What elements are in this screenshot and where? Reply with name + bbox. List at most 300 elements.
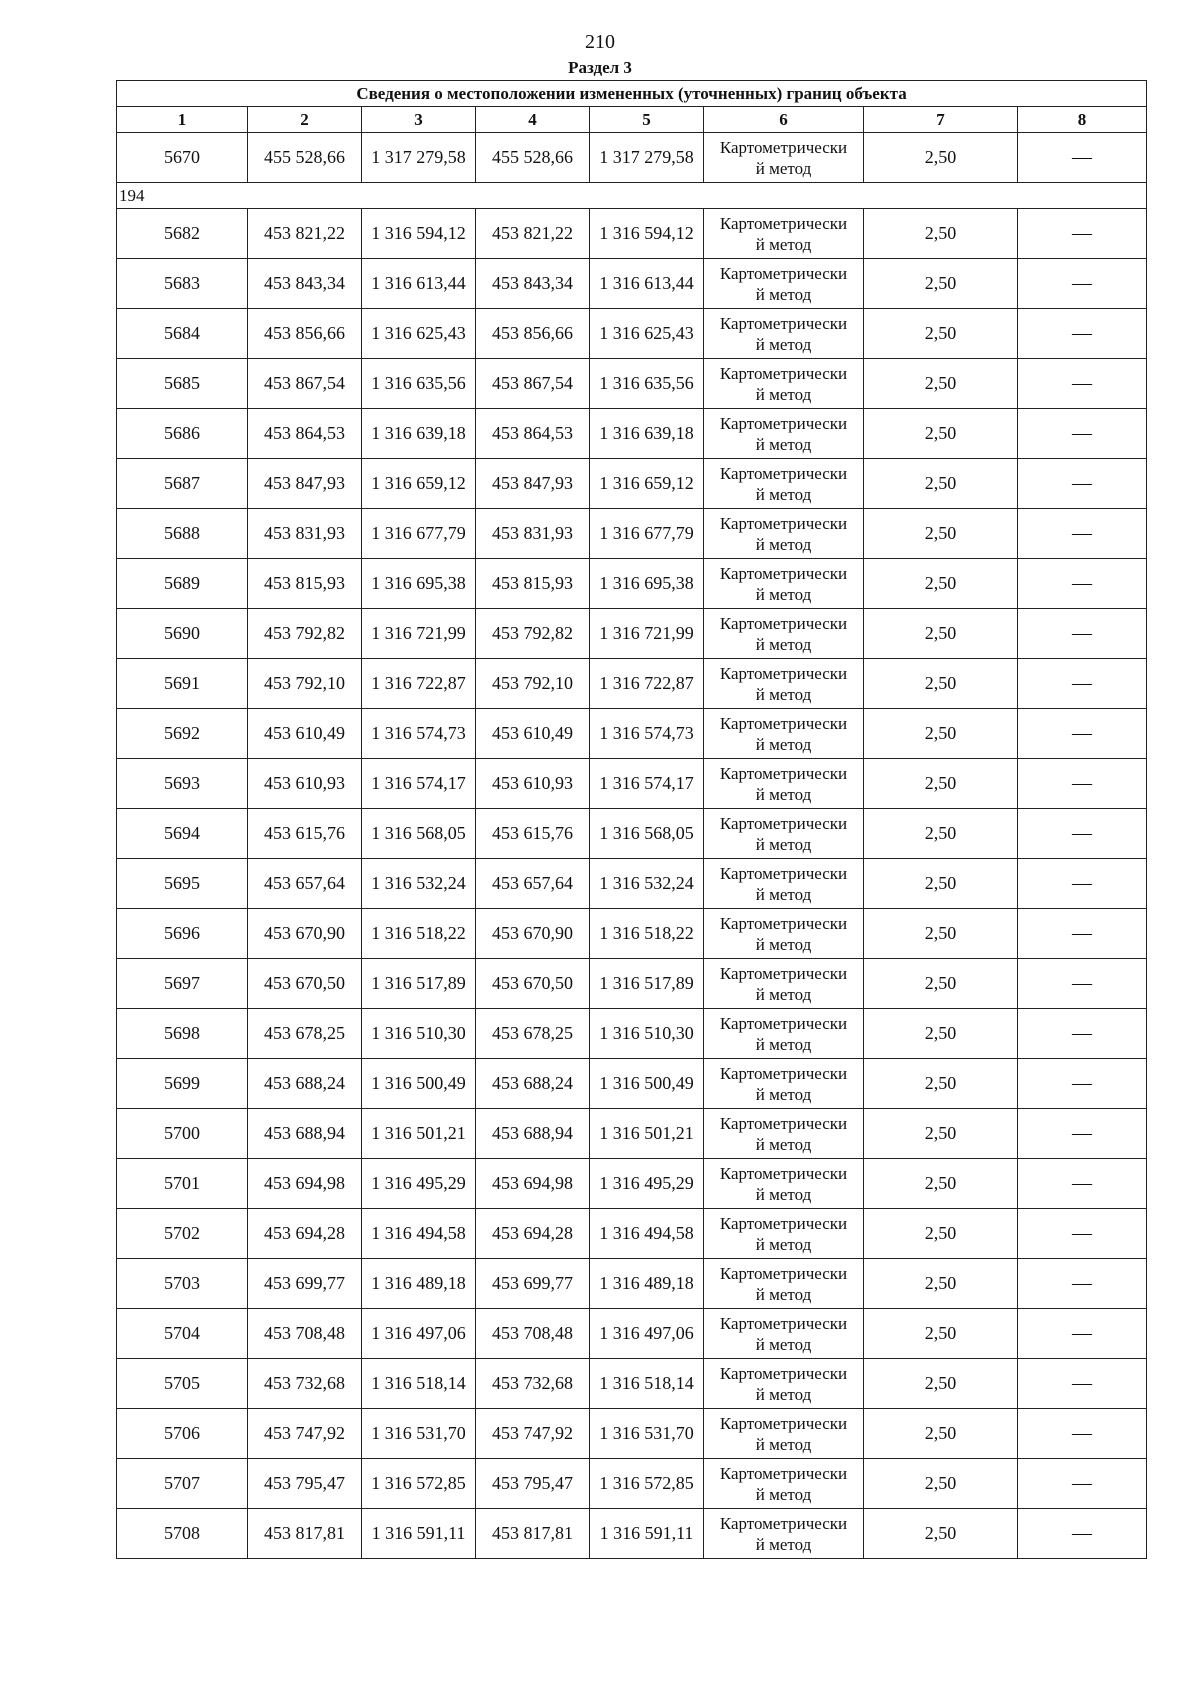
y-coordinate-cell: 1 316 659,12 <box>362 459 476 509</box>
y-coordinate-cell: 1 316 721,99 <box>590 609 704 659</box>
table-row <box>117 859 1147 909</box>
y-coordinate-cell: 1 316 568,05 <box>590 809 704 859</box>
description-cell: — <box>1018 1059 1147 1109</box>
point-number-cell: 5707 <box>117 1459 248 1509</box>
y-coordinate-cell: 1 316 532,24 <box>590 859 704 909</box>
accuracy-cell: 2,50 <box>864 1259 1018 1309</box>
section-title: Раздел 3 <box>568 58 632 77</box>
method-text-line: Картометрически <box>719 263 848 283</box>
x-coordinate-cell: 453 795,47 <box>476 1459 590 1509</box>
description-cell: — <box>1018 1459 1147 1509</box>
y-coordinate-cell: 1 316 495,29 <box>590 1159 704 1209</box>
method-text-line: й метод <box>755 334 812 354</box>
accuracy-cell: 2,50 <box>864 459 1018 509</box>
y-coordinate-cell: 1 316 489,18 <box>362 1259 476 1309</box>
y-coordinate-cell: 1 316 574,73 <box>590 709 704 759</box>
method-text-line: й метод <box>755 1234 812 1254</box>
column-header-row <box>117 107 1147 133</box>
column-header: 2 <box>248 107 362 133</box>
method-text-line: й метод <box>755 734 812 754</box>
description-cell: — <box>1018 459 1147 509</box>
x-coordinate-cell: 453 694,28 <box>248 1209 362 1259</box>
description-cell: — <box>1018 1009 1147 1059</box>
y-coordinate-cell: 1 316 695,38 <box>362 559 476 609</box>
y-coordinate-cell: 1 317 279,58 <box>362 133 476 183</box>
accuracy-cell: 2,50 <box>864 709 1018 759</box>
method-text-line: Картометрически <box>719 1363 848 1383</box>
method-text-line: й метод <box>755 1534 812 1554</box>
accuracy-cell: 2,50 <box>864 1109 1018 1159</box>
accuracy-cell: 2,50 <box>864 509 1018 559</box>
column-header: 4 <box>476 107 590 133</box>
table-row <box>117 359 1147 409</box>
accuracy-cell: 2,50 <box>864 209 1018 259</box>
method-cell <box>704 709 864 759</box>
description-cell: — <box>1018 1509 1147 1559</box>
x-coordinate-cell: 453 615,76 <box>476 809 590 859</box>
y-coordinate-cell: 1 316 574,17 <box>362 759 476 809</box>
x-coordinate-cell: 453 843,34 <box>248 259 362 309</box>
x-coordinate-cell: 453 815,93 <box>476 559 590 609</box>
x-coordinate-cell: 453 821,22 <box>248 209 362 259</box>
method-text-line: й метод <box>755 284 812 304</box>
point-number-cell: 5703 <box>117 1259 248 1309</box>
table-row <box>117 309 1147 359</box>
table-row <box>117 809 1147 859</box>
description-cell: — <box>1018 759 1147 809</box>
y-coordinate-cell: 1 316 722,87 <box>590 659 704 709</box>
y-coordinate-cell: 1 316 613,44 <box>362 259 476 309</box>
accuracy-cell: 2,50 <box>864 1059 1018 1109</box>
table-row <box>117 959 1147 1009</box>
column-header: 3 <box>362 107 476 133</box>
y-coordinate-cell: 1 316 497,06 <box>362 1309 476 1359</box>
accuracy-cell: 2,50 <box>864 1309 1018 1359</box>
method-text-line: Картометрически <box>719 1513 848 1533</box>
y-coordinate-cell: 1 316 497,06 <box>590 1309 704 1359</box>
y-coordinate-cell: 1 316 659,12 <box>590 459 704 509</box>
x-coordinate-cell: 453 615,76 <box>248 809 362 859</box>
method-cell <box>704 1159 864 1209</box>
y-coordinate-cell: 1 316 594,12 <box>590 209 704 259</box>
accuracy-cell: 2,50 <box>864 1359 1018 1409</box>
x-coordinate-cell: 453 831,93 <box>476 509 590 559</box>
point-number-cell: 5695 <box>117 859 248 909</box>
method-text-line: й метод <box>755 634 812 654</box>
y-coordinate-cell: 1 317 279,58 <box>590 133 704 183</box>
method-cell <box>704 809 864 859</box>
accuracy-cell: 2,50 <box>864 409 1018 459</box>
description-cell: — <box>1018 1409 1147 1459</box>
method-text-line: й метод <box>755 484 812 504</box>
table-row <box>117 1459 1147 1509</box>
x-coordinate-cell: 453 747,92 <box>248 1409 362 1459</box>
column-header: 1 <box>117 107 248 133</box>
x-coordinate-cell: 453 688,94 <box>248 1109 362 1159</box>
method-text-line: Картометрически <box>719 663 848 683</box>
description-cell: — <box>1018 209 1147 259</box>
y-coordinate-cell: 1 316 500,49 <box>362 1059 476 1109</box>
y-coordinate-cell: 1 316 591,11 <box>362 1509 476 1559</box>
table-row <box>117 1309 1147 1359</box>
point-number-cell: 5670 <box>117 133 248 183</box>
description-cell: — <box>1018 259 1147 309</box>
y-coordinate-cell: 1 316 494,58 <box>362 1209 476 1259</box>
method-text-line: Картометрически <box>719 1063 848 1083</box>
y-coordinate-cell: 1 316 613,44 <box>590 259 704 309</box>
method-cell <box>704 859 864 909</box>
y-coordinate-cell: 1 316 594,12 <box>362 209 476 259</box>
method-cell <box>704 359 864 409</box>
x-coordinate-cell: 453 864,53 <box>248 409 362 459</box>
point-number-cell: 5708 <box>117 1509 248 1559</box>
method-cell <box>704 909 864 959</box>
description-cell: — <box>1018 1209 1147 1259</box>
method-cell <box>704 1009 864 1059</box>
method-text-line: Картометрически <box>719 1463 848 1483</box>
x-coordinate-cell: 453 678,25 <box>248 1009 362 1059</box>
method-text-line: й метод <box>755 1184 812 1204</box>
x-coordinate-cell: 453 694,98 <box>476 1159 590 1209</box>
x-coordinate-cell: 455 528,66 <box>476 133 590 183</box>
method-text-line: Картометрически <box>719 1013 848 1033</box>
point-number-cell: 5689 <box>117 559 248 609</box>
description-cell: — <box>1018 1159 1147 1209</box>
y-coordinate-cell: 1 316 635,56 <box>590 359 704 409</box>
accuracy-cell: 2,50 <box>864 1509 1018 1559</box>
y-coordinate-cell: 1 316 591,11 <box>590 1509 704 1559</box>
method-text-line: й метод <box>755 1484 812 1504</box>
x-coordinate-cell: 453 708,48 <box>248 1309 362 1359</box>
description-cell: — <box>1018 509 1147 559</box>
method-text-line: Картометрически <box>719 1163 848 1183</box>
y-coordinate-cell: 1 316 517,89 <box>362 959 476 1009</box>
description-cell: — <box>1018 909 1147 959</box>
y-coordinate-cell: 1 316 625,43 <box>362 309 476 359</box>
x-coordinate-cell: 455 528,66 <box>248 133 362 183</box>
method-cell <box>704 1059 864 1109</box>
column-header: 6 <box>704 107 864 133</box>
point-number-cell: 5693 <box>117 759 248 809</box>
table-row <box>117 1259 1147 1309</box>
method-cell <box>704 1259 864 1309</box>
accuracy-cell: 2,50 <box>864 659 1018 709</box>
table-row <box>117 209 1147 259</box>
x-coordinate-cell: 453 699,77 <box>476 1259 590 1309</box>
method-text-line: й метод <box>755 784 812 804</box>
y-coordinate-cell: 1 316 677,79 <box>362 509 476 559</box>
accuracy-cell: 2,50 <box>864 859 1018 909</box>
method-text-line: й метод <box>755 1134 812 1154</box>
x-coordinate-cell: 453 821,22 <box>476 209 590 259</box>
point-number-cell: 5701 <box>117 1159 248 1209</box>
x-coordinate-cell: 453 688,24 <box>476 1059 590 1109</box>
x-coordinate-cell: 453 699,77 <box>248 1259 362 1309</box>
point-number-cell: 5705 <box>117 1359 248 1409</box>
point-number-cell: 5682 <box>117 209 248 259</box>
y-coordinate-cell: 1 316 531,70 <box>590 1409 704 1459</box>
y-coordinate-cell: 1 316 501,21 <box>362 1109 476 1159</box>
method-text-line: й метод <box>755 934 812 954</box>
description-cell: — <box>1018 609 1147 659</box>
accuracy-cell: 2,50 <box>864 1159 1018 1209</box>
accuracy-cell: 2,50 <box>864 809 1018 859</box>
description-cell: — <box>1018 809 1147 859</box>
y-coordinate-cell: 1 316 500,49 <box>590 1059 704 1109</box>
table-row <box>117 659 1147 709</box>
y-coordinate-cell: 1 316 501,21 <box>590 1109 704 1159</box>
point-number-cell: 5692 <box>117 709 248 759</box>
y-coordinate-cell: 1 316 574,17 <box>590 759 704 809</box>
y-coordinate-cell: 1 316 510,30 <box>362 1009 476 1059</box>
x-coordinate-cell: 453 688,94 <box>476 1109 590 1159</box>
y-coordinate-cell: 1 316 495,29 <box>362 1159 476 1209</box>
method-text-line: Картометрически <box>719 563 848 583</box>
table-row <box>117 1109 1147 1159</box>
table-caption: Сведения о местоположении измененных (уточненных) границ объекта <box>117 81 1147 107</box>
x-coordinate-cell: 453 792,82 <box>476 609 590 659</box>
table-row <box>117 1209 1147 1259</box>
point-number-cell: 5690 <box>117 609 248 659</box>
y-coordinate-cell: 1 316 518,22 <box>590 909 704 959</box>
method-cell <box>704 209 864 259</box>
y-coordinate-cell: 1 316 572,85 <box>590 1459 704 1509</box>
table-row <box>117 1059 1147 1109</box>
x-coordinate-cell: 453 670,50 <box>248 959 362 1009</box>
point-number-cell: 5699 <box>117 1059 248 1109</box>
point-number-cell: 5694 <box>117 809 248 859</box>
x-coordinate-cell: 453 732,68 <box>476 1359 590 1409</box>
method-cell <box>704 559 864 609</box>
description-cell: — <box>1018 359 1147 409</box>
x-coordinate-cell: 453 831,93 <box>248 509 362 559</box>
description-cell: — <box>1018 709 1147 759</box>
x-coordinate-cell: 453 815,93 <box>248 559 362 609</box>
table-row <box>117 759 1147 809</box>
method-text-line: Картометрически <box>719 137 848 157</box>
table-row <box>117 709 1147 759</box>
description-cell: — <box>1018 959 1147 1009</box>
x-coordinate-cell: 453 610,93 <box>476 759 590 809</box>
accuracy-cell: 2,50 <box>864 359 1018 409</box>
x-coordinate-cell: 453 795,47 <box>248 1459 362 1509</box>
x-coordinate-cell: 453 864,53 <box>476 409 590 459</box>
x-coordinate-cell: 453 792,10 <box>476 659 590 709</box>
x-coordinate-cell: 453 657,64 <box>248 859 362 909</box>
x-coordinate-cell: 453 792,10 <box>248 659 362 709</box>
method-text-line: Картометрически <box>719 913 848 933</box>
y-coordinate-cell: 1 316 574,73 <box>362 709 476 759</box>
x-coordinate-cell: 453 657,64 <box>476 859 590 909</box>
method-text-line: й метод <box>755 534 812 554</box>
table-row <box>117 1359 1147 1409</box>
accuracy-cell: 2,50 <box>864 559 1018 609</box>
description-cell: — <box>1018 409 1147 459</box>
method-cell <box>704 133 864 183</box>
method-text-line: Картометрически <box>719 363 848 383</box>
y-coordinate-cell: 1 316 510,30 <box>590 1009 704 1059</box>
point-number-cell: 5685 <box>117 359 248 409</box>
point-number-cell: 5700 <box>117 1109 248 1159</box>
accuracy-cell: 2,50 <box>864 759 1018 809</box>
method-text-line: Картометрически <box>719 1213 848 1233</box>
y-coordinate-cell: 1 316 677,79 <box>590 509 704 559</box>
point-number-cell: 5706 <box>117 1409 248 1459</box>
method-cell <box>704 259 864 309</box>
accuracy-cell: 2,50 <box>864 309 1018 359</box>
accuracy-cell: 2,50 <box>864 609 1018 659</box>
method-cell <box>704 959 864 1009</box>
x-coordinate-cell: 453 867,54 <box>248 359 362 409</box>
accuracy-cell: 2,50 <box>864 1009 1018 1059</box>
method-text-line: й метод <box>755 684 812 704</box>
x-coordinate-cell: 453 670,50 <box>476 959 590 1009</box>
method-text-line: Картометрически <box>719 413 848 433</box>
table-row <box>117 1409 1147 1459</box>
method-cell <box>704 409 864 459</box>
table-row <box>117 1009 1147 1059</box>
method-text-line: Картометрически <box>719 1413 848 1433</box>
y-coordinate-cell: 1 316 695,38 <box>590 559 704 609</box>
method-text-line: Картометрически <box>719 513 848 533</box>
x-coordinate-cell: 453 708,48 <box>476 1309 590 1359</box>
method-text-line: Картометрически <box>719 813 848 833</box>
table-row <box>117 133 1147 183</box>
method-cell <box>704 1459 864 1509</box>
method-text-line: Картометрически <box>719 1263 848 1283</box>
table-row <box>117 1509 1147 1559</box>
x-coordinate-cell: 453 688,24 <box>248 1059 362 1109</box>
coordinates-table <box>116 80 1147 1559</box>
x-coordinate-cell: 453 610,49 <box>248 709 362 759</box>
method-text-line: й метод <box>755 584 812 604</box>
accuracy-cell: 2,50 <box>864 959 1018 1009</box>
accuracy-cell: 2,50 <box>864 909 1018 959</box>
method-cell <box>704 609 864 659</box>
x-coordinate-cell: 453 694,28 <box>476 1209 590 1259</box>
table-row <box>117 559 1147 609</box>
x-coordinate-cell: 453 732,68 <box>248 1359 362 1409</box>
x-coordinate-cell: 453 817,81 <box>476 1509 590 1559</box>
column-header: 8 <box>1018 107 1147 133</box>
point-number-cell: 5687 <box>117 459 248 509</box>
method-text-line: Картометрически <box>719 763 848 783</box>
x-coordinate-cell: 453 670,90 <box>476 909 590 959</box>
y-coordinate-cell: 1 316 722,87 <box>362 659 476 709</box>
column-header: 7 <box>864 107 1018 133</box>
y-coordinate-cell: 1 316 494,58 <box>590 1209 704 1259</box>
x-coordinate-cell: 453 747,92 <box>476 1409 590 1459</box>
method-text-line: Картометрически <box>719 713 848 733</box>
group-label: 194 <box>117 183 1147 209</box>
point-number-cell: 5702 <box>117 1209 248 1259</box>
method-text-line: й метод <box>755 234 812 254</box>
description-cell: — <box>1018 1359 1147 1409</box>
x-coordinate-cell: 453 867,54 <box>476 359 590 409</box>
method-text-line: й метод <box>755 984 812 1004</box>
table-body <box>117 133 1147 1559</box>
method-text-line: й метод <box>755 158 812 178</box>
x-coordinate-cell: 453 856,66 <box>476 309 590 359</box>
table-row <box>117 509 1147 559</box>
point-number-cell: 5686 <box>117 409 248 459</box>
x-coordinate-cell: 453 610,93 <box>248 759 362 809</box>
x-coordinate-cell: 453 670,90 <box>248 909 362 959</box>
description-cell: — <box>1018 1259 1147 1309</box>
method-text-line: й метод <box>755 884 812 904</box>
description-cell: — <box>1018 1109 1147 1159</box>
y-coordinate-cell: 1 316 635,56 <box>362 359 476 409</box>
method-text-line: й метод <box>755 434 812 454</box>
method-text-line: Картометрически <box>719 863 848 883</box>
method-cell <box>704 1309 864 1359</box>
point-number-cell: 5697 <box>117 959 248 1009</box>
method-text-line: й метод <box>755 1334 812 1354</box>
method-cell <box>704 459 864 509</box>
description-cell: — <box>1018 309 1147 359</box>
method-text-line: й метод <box>755 384 812 404</box>
x-coordinate-cell: 453 847,93 <box>248 459 362 509</box>
x-coordinate-cell: 453 847,93 <box>476 459 590 509</box>
y-coordinate-cell: 1 316 568,05 <box>362 809 476 859</box>
method-text-line: й метод <box>755 834 812 854</box>
y-coordinate-cell: 1 316 518,14 <box>590 1359 704 1409</box>
accuracy-cell: 2,50 <box>864 1209 1018 1259</box>
table-row <box>117 609 1147 659</box>
point-number-cell: 5698 <box>117 1009 248 1059</box>
method-text-line: й метод <box>755 1284 812 1304</box>
method-text-line: Картометрически <box>719 613 848 633</box>
method-cell <box>704 1109 864 1159</box>
method-cell <box>704 509 864 559</box>
method-text-line: й метод <box>755 1034 812 1054</box>
method-text-line: Картометрически <box>719 313 848 333</box>
point-number-cell: 5696 <box>117 909 248 959</box>
description-cell: — <box>1018 859 1147 909</box>
table-row <box>117 1159 1147 1209</box>
point-number-cell: 5691 <box>117 659 248 709</box>
y-coordinate-cell: 1 316 532,24 <box>362 859 476 909</box>
description-cell: — <box>1018 133 1147 183</box>
y-coordinate-cell: 1 316 518,14 <box>362 1359 476 1409</box>
y-coordinate-cell: 1 316 489,18 <box>590 1259 704 1309</box>
method-text-line: Картометрически <box>719 463 848 483</box>
method-cell <box>704 1209 864 1259</box>
method-text-line: Картометрически <box>719 1313 848 1333</box>
method-cell <box>704 1409 864 1459</box>
table-row <box>117 909 1147 959</box>
method-cell <box>704 309 864 359</box>
table-row <box>117 459 1147 509</box>
method-cell <box>704 659 864 709</box>
accuracy-cell: 2,50 <box>864 133 1018 183</box>
page-number: 210 <box>585 31 615 53</box>
group-row <box>117 183 1147 209</box>
description-cell: — <box>1018 659 1147 709</box>
method-cell <box>704 759 864 809</box>
method-text-line: й метод <box>755 1384 812 1404</box>
y-coordinate-cell: 1 316 531,70 <box>362 1409 476 1459</box>
point-number-cell: 5683 <box>117 259 248 309</box>
x-coordinate-cell: 453 843,34 <box>476 259 590 309</box>
x-coordinate-cell: 453 694,98 <box>248 1159 362 1209</box>
y-coordinate-cell: 1 316 639,18 <box>590 409 704 459</box>
x-coordinate-cell: 453 678,25 <box>476 1009 590 1059</box>
method-text-line: й метод <box>755 1084 812 1104</box>
table-row <box>117 409 1147 459</box>
description-cell: — <box>1018 1309 1147 1359</box>
x-coordinate-cell: 453 610,49 <box>476 709 590 759</box>
